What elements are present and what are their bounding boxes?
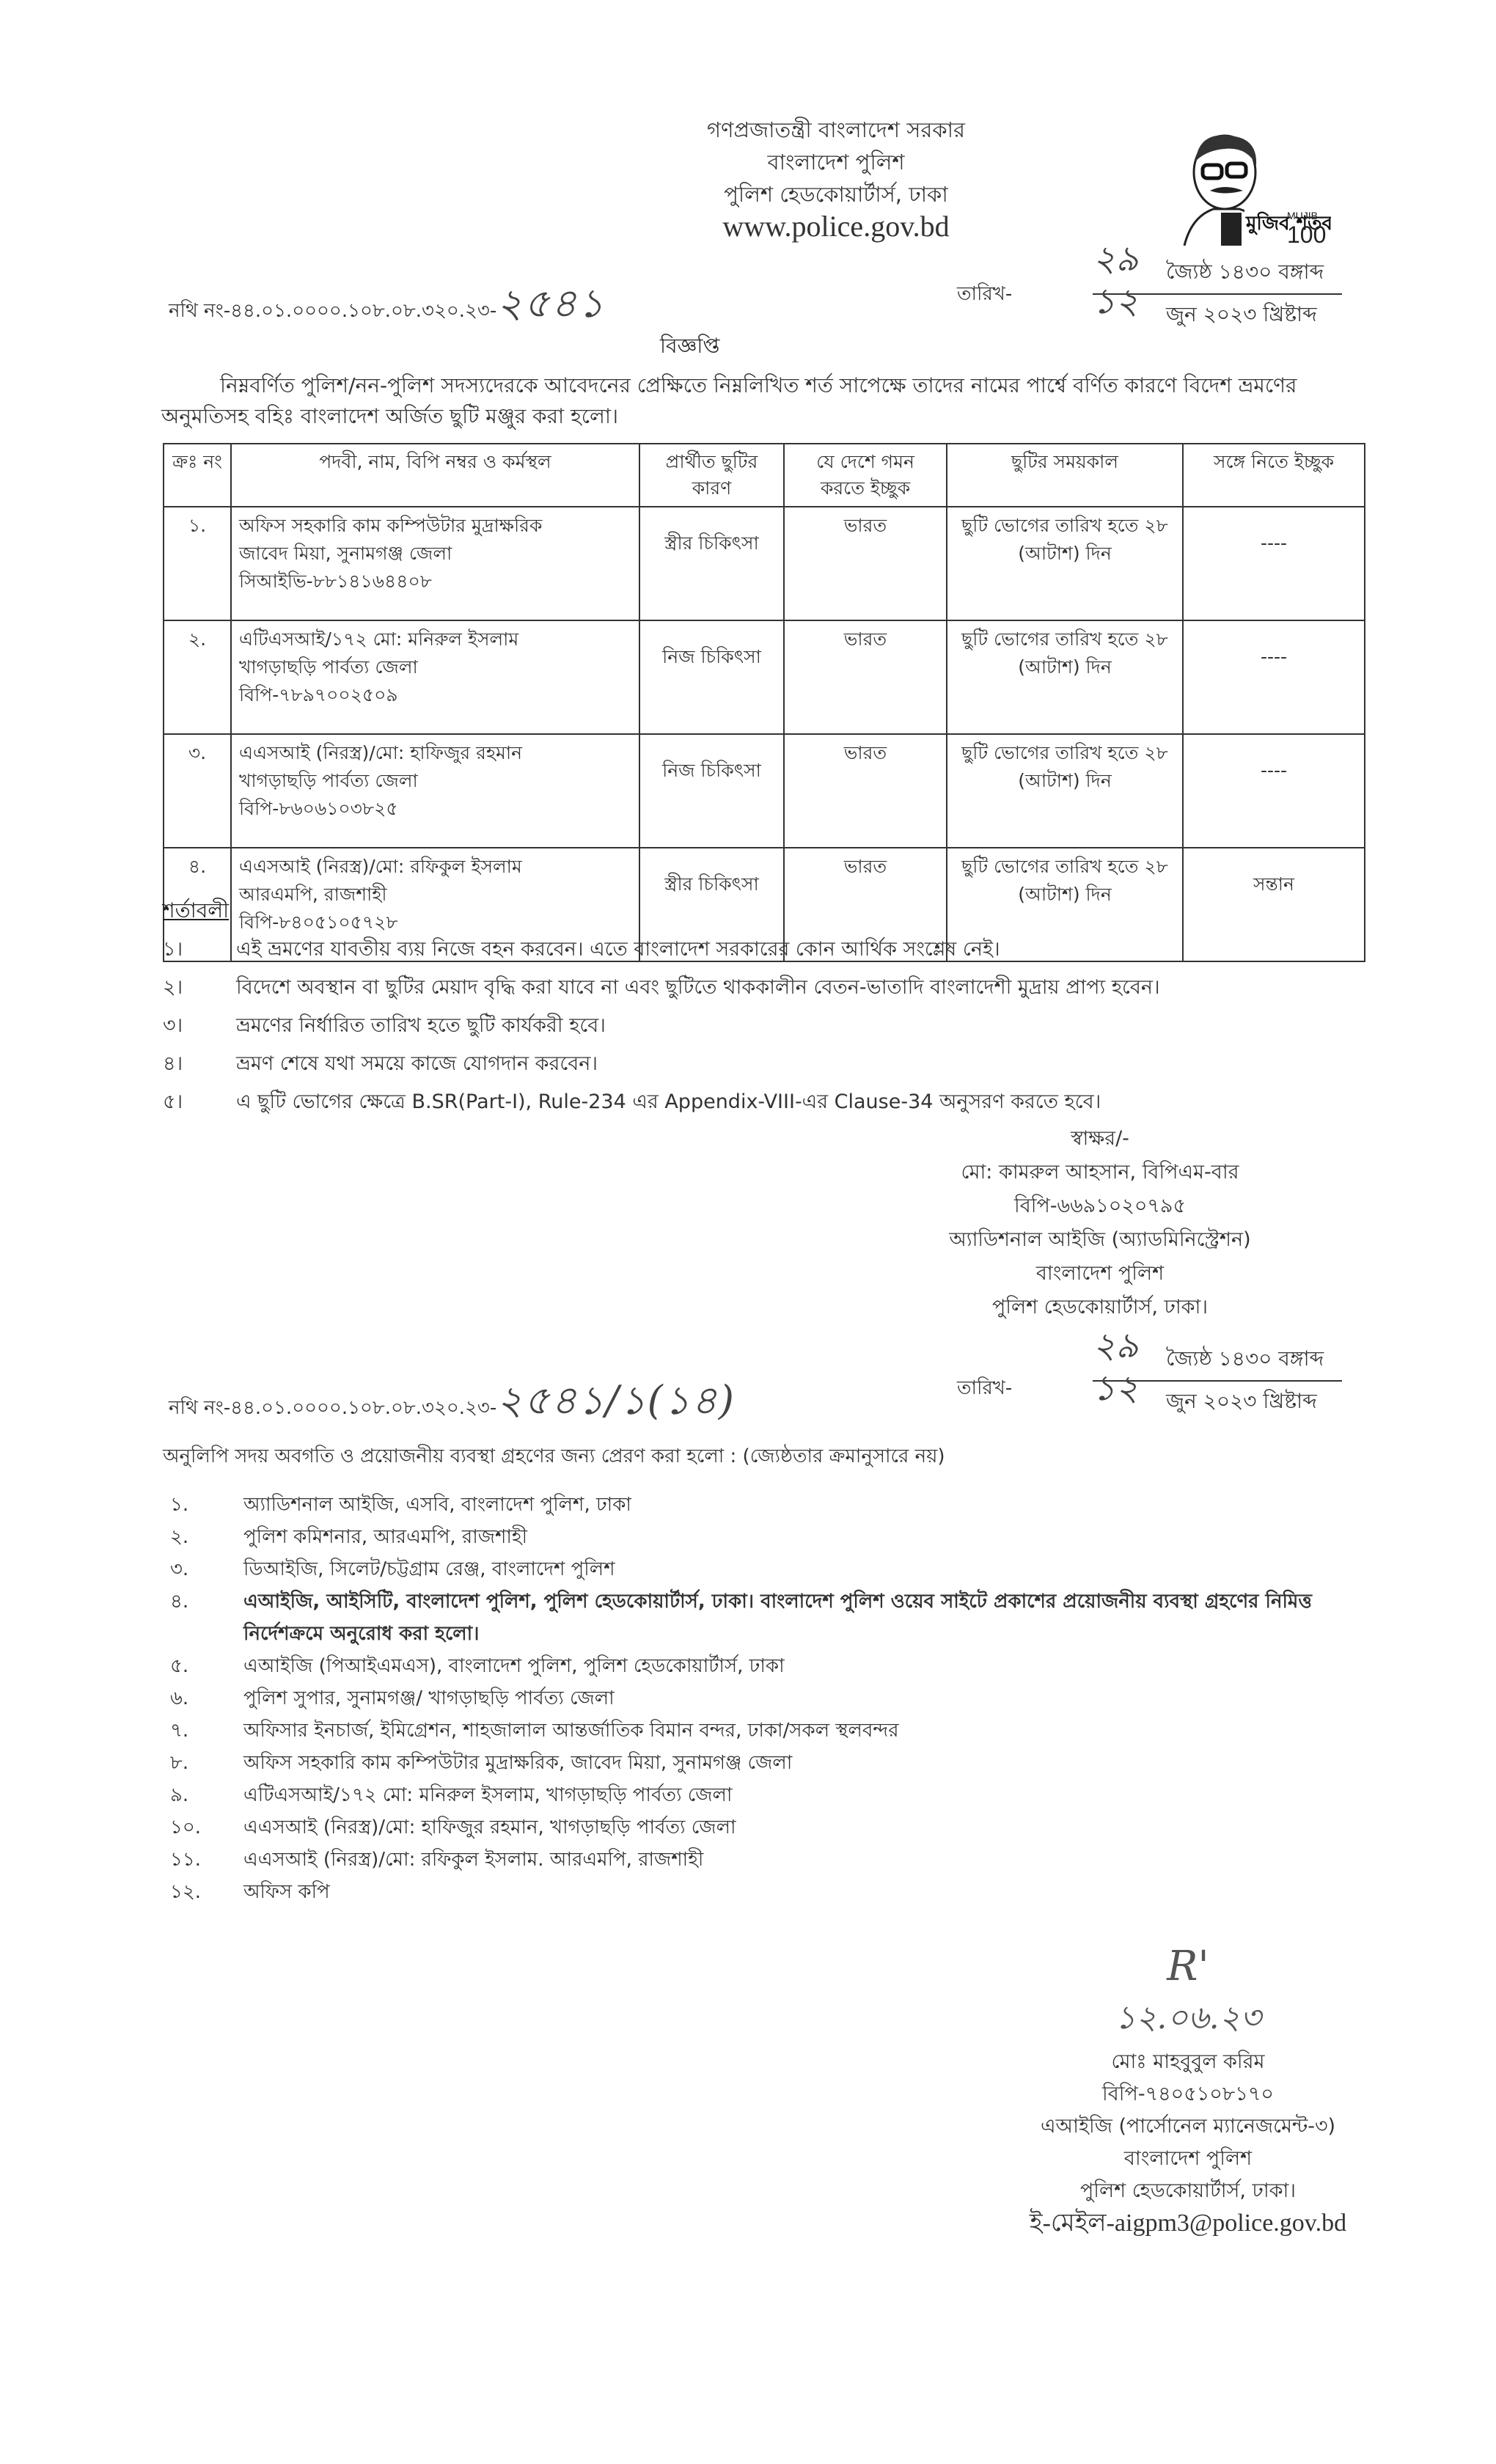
condition-text: এই ভ্রমণের যাবতীয় ব্যয় নিজে বহন করবেন। এতে বাংলাদেশ সরকারের কোন আর্থিক সংশ্লেষ নেই। <box>236 937 1000 961</box>
website-link[interactable]: www.police.gov.bd <box>722 210 950 243</box>
memo-number <box>169 273 605 339</box>
signatory-office: পুলিশ হেডকোয়ার্টার্স, ঢাকা। <box>1079 2179 1297 2202</box>
copy-text: এএসআই (নিরস্ত্র)/মো: হাফিজুর রহমান, খাগড়াছড়ি পার্বত্য জেলা <box>243 1816 736 1838</box>
copy-number: ১১. <box>170 1849 202 1871</box>
copy-number: ৩. <box>170 1558 189 1580</box>
signatory-org: বাংলাদেশ পুলিশ <box>1123 2147 1253 2170</box>
signatory-designation: অ্যাডিশনাল আইজি (অ্যাডমিনিস্ট্রেশন) <box>949 1228 1251 1251</box>
serial-cell: ১. <box>164 507 231 620</box>
designation-line1: অফিস সহকারি কাম কম্পিউটার মুদ্রাক্ষরিক <box>239 515 543 536</box>
companion-cell: ---- <box>1183 507 1365 620</box>
table-header-row <box>164 444 1365 507</box>
copy-item <box>170 1682 1343 1715</box>
signed-mark: স্বাক্ষর/- <box>1071 1127 1129 1150</box>
copy-text: পুলিশ কমিশনার, আরএমপি, রাজশাহী <box>243 1526 528 1548</box>
signatory-designation: এআইজি (পার্সোনেল ম্যানেজমেন্ট-৩) <box>1040 2115 1336 2138</box>
companion-cell: সন্তান <box>1183 848 1365 961</box>
copy-item <box>170 1747 1343 1779</box>
copy-item <box>170 1521 1343 1553</box>
copy-item <box>170 1715 1343 1747</box>
office-name: পুলিশ হেডকোয়ার্টার্স, ঢাকা <box>724 182 948 207</box>
memo-number-2 <box>169 1370 736 1436</box>
companion-cell: ---- <box>1183 620 1365 734</box>
date-label-2: তারিখ- <box>957 1377 1013 1399</box>
copy-list <box>170 1489 1343 1908</box>
copy-item <box>170 1844 1343 1876</box>
col-reason: প্রার্থীত ছুটির কারণ <box>639 444 784 507</box>
condition-number: ১। <box>163 937 183 961</box>
period-cell: ছুটি ভোগের তারিখ হতে ২৮ (আটাশ) দিন <box>947 848 1183 961</box>
copy-number: ৯. <box>170 1784 189 1806</box>
greg-date: জুন ২০২৩ খ্রিষ্টাব্দ <box>1166 1389 1317 1413</box>
copy-item <box>170 1553 1343 1585</box>
country-cell: ভারত <box>784 620 947 734</box>
copy-number: ২. <box>170 1526 189 1548</box>
copy-item <box>170 1811 1343 1844</box>
copy-text: এআইজি (পিআইএমএস), বাংলাদেশ পুলিশ, পুলিশ হেডকোয়ার্টার্স, ঢাকা <box>243 1655 785 1677</box>
copy-intro: অনুলিপি সদয় অবগতি ও প্রয়োজনীয় ব্যবস্থা গ্রহণের জন্য প্রেরণ করা হলো : (জ্যেষ্ঠতার ক্রমানুসারে নয়) <box>163 1445 945 1467</box>
reason-cell: নিজ চিকিৎসা <box>639 734 784 848</box>
country-cell: ভারত <box>784 734 947 848</box>
period-cell: ছুটি ভোগের তারিখ হতে ২৮ (আটাশ) দিন <box>947 734 1183 848</box>
copy-number: ৫. <box>170 1655 189 1677</box>
condition-item <box>163 1046 1160 1084</box>
date-block-2 <box>1093 1325 1335 1420</box>
designation-cell <box>231 507 639 620</box>
reason-cell: নিজ চিকিৎসা <box>639 620 784 734</box>
signatory-bp: বিপি-৬৬৯১০২০৭৯৫ <box>1014 1195 1186 1217</box>
greg-day-handwritten: ১২ <box>1093 281 1139 322</box>
file-number: নথি নং-৪৪.০১.০০০০.১০৮.০৮.৩২০.২৩- <box>169 1397 497 1419</box>
logo-text-en-bottom: 100 <box>1287 221 1327 246</box>
date-block <box>1093 238 1335 333</box>
copy-number: ৮. <box>170 1752 189 1774</box>
country-cell: ভারত <box>784 507 947 620</box>
copy-item <box>170 1489 1343 1521</box>
designation-cell <box>231 734 639 848</box>
notice-title: বিজ্ঞপ্তি <box>660 334 720 358</box>
country-cell: ভারত <box>784 848 947 961</box>
condition-number: ২। <box>163 975 183 999</box>
designation-line3: বিপি-৭৮৯৭০০২৫০৯ <box>239 684 398 705</box>
condition-item <box>163 1084 1160 1122</box>
condition-text: ভ্রমণের নির্ধারিত তারিখ হতে ছুটি কার্যকরী হবে। <box>236 1013 606 1037</box>
condition-item <box>163 969 1160 1008</box>
col-serial: ক্রঃ নং <box>164 444 231 507</box>
table-row <box>164 507 1365 620</box>
col-designation: পদবী, নাম, বিপি নম্বর ও কর্মস্থল <box>231 444 639 507</box>
designation-line2: আরএমপি, রাজশাহী <box>239 884 387 905</box>
file-number-handwritten: ২৫৪১ <box>496 280 606 326</box>
greg-day-handwritten: ১২ <box>1093 1368 1139 1409</box>
copy-text: অফিস কপি <box>243 1881 330 1903</box>
org-name: বাংলাদেশ পুলিশ <box>767 150 905 175</box>
file-number-handwritten: ২৫৪১/১(১৪) <box>496 1377 736 1423</box>
condition-number: ৩। <box>163 1013 183 1037</box>
condition-item <box>163 931 1160 969</box>
copy-item <box>170 1650 1343 1682</box>
condition-text: ভ্রমণ শেষে যথা সময়ে কাজে যোগদান করবেন। <box>236 1052 598 1075</box>
notice-paragraph: নিম্নবর্ণিত পুলিশ/নন-পুলিশ সদস্যদেরকে আবেদনের প্রেক্ষিতে নিম্নলিখিত শর্ত সাপেক্ষে তাদের নামের পার্শ্বে বর্ণিত কারণে বিদেশ ভ্রমণের অনুমতিসহ বহিঃ বাংলাদেশ অর্জিত ছুটি মঞ্জুর করা হলো। <box>161 373 1297 428</box>
condition-number: ৫। <box>163 1090 183 1113</box>
signatory-block-1 <box>843 1122 1357 1324</box>
copy-number: ৪. <box>170 1591 189 1613</box>
bangla-day-handwritten: ২৯ <box>1093 1325 1139 1366</box>
reason-cell: স্ত্রীর চিকিৎসা <box>639 507 784 620</box>
designation-line3: বিপি-৮৬০৬১০৩৮২৫ <box>239 798 398 819</box>
table-row <box>164 734 1365 848</box>
copy-number: ১. <box>170 1494 189 1516</box>
table-row <box>164 620 1365 734</box>
copy-text: এটিএসআই/১৭২ মো: মনিরুল ইসলাম, খাগড়াছড়ি পার্বত্য জেলা <box>243 1784 733 1806</box>
mujib-100-logo-icon <box>1170 128 1331 246</box>
col-country: যে দেশে গমন করতে ইচ্ছুক <box>784 444 947 507</box>
date-label: তারিখ- <box>957 283 1013 305</box>
designation-line3: বিপি-৮৪০৫১০৫৭২৮ <box>239 912 398 933</box>
copy-text: এআইজি, আইসিটি, বাংলাদেশ পুলিশ, পুলিশ হেডকোয়ার্টার্স, ঢাকা। বাংলাদেশ পুলিশ ওয়েব সাইটে প্রকাশের প্রয়োজনীয় ব্যবস্থা গ্রহণের নিমিত্ত নির্দেশক্রমে অনুরোধ করা হলো। <box>243 1591 1312 1645</box>
companion-cell: ---- <box>1183 734 1365 848</box>
period-cell: ছুটি ভোগের তারিখ হতে ২৮ (আটাশ) দিন <box>947 507 1183 620</box>
bangla-date: জ্যৈষ্ঠ ১৪৩০ বঙ্গাব্দ <box>1166 260 1324 284</box>
designation-line2: খাগড়াছড়ি পার্বত্য জেলা <box>239 770 418 791</box>
col-companion: সঙ্গে নিতে ইচ্ছুক <box>1183 444 1365 507</box>
reason-cell: স্ত্রীর চিকিৎসা <box>639 848 784 961</box>
leave-table <box>163 443 1365 962</box>
period-cell: ছুটি ভোগের তারিখ হতে ২৮ (আটাশ) দিন <box>947 620 1183 734</box>
serial-cell: ২. <box>164 620 231 734</box>
condition-text: এ ছুটি ভোগের ক্ষেত্রে B.SR(Part-I), Rule-234 এর Appendix-VIII-এর Clause-34 অনুসরণ করতে হবে। <box>236 1090 1101 1113</box>
col-period: ছুটির সময়কাল <box>947 444 1183 507</box>
bangla-day-handwritten: ২৯ <box>1093 238 1139 279</box>
signatory-bp: বিপি-৭৪০৫১০৮১৭০ <box>1102 2083 1274 2105</box>
signatory-name: মোঃ মাহবুবুল করিম <box>1111 2050 1265 2073</box>
designation-line2: খাগড়াছড়ি পার্বত্য জেলা <box>239 656 418 678</box>
copy-text: পুলিশ সুপার, সুনামগঞ্জ/ খাগড়াছড়ি পার্বত্য জেলা <box>243 1687 615 1709</box>
logo-text-bn: মুজিব শতব <box>1246 213 1331 235</box>
signatory-org: বাংলাদেশ পুলিশ <box>1035 1262 1165 1285</box>
designation-line1: এটিএসআই/১৭২ মো: মনিরুল ইসলাম <box>239 628 519 650</box>
copy-text: অফিস সহকারি কাম কম্পিউটার মুদ্রাক্ষরিক, জাবেদ মিয়া, সুনামগঞ্জ জেলা <box>243 1752 793 1774</box>
copy-text: অফিসার ইনচার্জ, ইমিগ্রেশন, শাহজালাল আন্তর্জাতিক বিমান বন্দর, ঢাকা/সকল স্থলবন্দর <box>243 1720 899 1742</box>
conditions-list <box>163 931 1160 1122</box>
copy-text: ডিআইজি, সিলেট/চট্টগ্রাম রেঞ্জ, বাংলাদেশ পুলিশ <box>243 1558 615 1580</box>
condition-item <box>163 1008 1160 1046</box>
logo-text-en-top: MUJIB <box>1287 210 1318 221</box>
designation-line2: জাবেদ মিয়া, সুনামগঞ্জ জেলা <box>239 543 452 564</box>
designation-line1: এএসআই (নিরস্ত্র)/মো: রফিকুল ইসলাম <box>239 856 522 877</box>
signatory-name: মো: কামরুল আহসান, বিপিএম-বার <box>961 1161 1239 1184</box>
signatory-office: পুলিশ হেডকোয়ার্টার্স, ঢাকা। <box>991 1296 1209 1319</box>
letterhead <box>557 114 1115 243</box>
designation-line3: সিআইভি-৮৮১৪১৬৪৪০৮ <box>239 571 432 592</box>
file-number: নথি নং-৪৪.০১.০০০০.১০৮.০৮.৩২০.২৩- <box>169 300 497 322</box>
copy-text: এএসআই (নিরস্ত্র)/মো: রফিকুল ইসলাম. আরএমপি, রাজশাহী <box>243 1849 704 1871</box>
condition-text: বিদেশে অবস্থান বা ছুটির মেয়াদ বৃদ্ধি করা যাবে না এবং ছুটিতে থাককালীন বেতন-ভাতাদি বাংলাদেশী মুদ্রায় প্রাপ্য হবেন। <box>236 975 1160 999</box>
govt-name: গণপ্রজাতন্ত্রী বাংলাদেশ সরকার <box>706 117 966 142</box>
email-link[interactable]: ই-মেইল-aigpm3@police.gov.bd <box>1029 2210 1347 2237</box>
copy-number: ৬. <box>170 1687 189 1709</box>
copy-number: ১০. <box>170 1816 202 1838</box>
designation-line1: এএসআই (নিরস্ত্র)/মো: হাফিজুর রহমান <box>239 742 523 763</box>
conditions-title: শর্তাবলী <box>163 898 230 923</box>
designation-cell <box>231 620 639 734</box>
serial-cell: ৩. <box>164 734 231 848</box>
serial-cell: ৪. <box>164 848 231 961</box>
handwritten-date: ১২.০৬.২৩ <box>1115 1999 1261 2036</box>
signature-scribble: R' <box>1167 1943 1209 1990</box>
signatory-block-2 <box>953 1943 1423 2240</box>
copy-number: ১২. <box>170 1881 202 1903</box>
copy-item <box>170 1779 1343 1811</box>
copy-item <box>170 1876 1343 1908</box>
copy-number: ৭. <box>170 1720 189 1742</box>
condition-number: ৪। <box>163 1052 183 1075</box>
greg-date: জুন ২০২৩ খ্রিষ্টাব্দ <box>1166 302 1317 326</box>
copy-text: অ্যাডিশনাল আইজি, এসবি, বাংলাদেশ পুলিশ, ঢাকা <box>243 1494 631 1516</box>
bangla-date: জ্যৈষ্ঠ ১৪৩০ বঙ্গাব্দ <box>1166 1346 1324 1371</box>
copy-item <box>170 1585 1343 1650</box>
